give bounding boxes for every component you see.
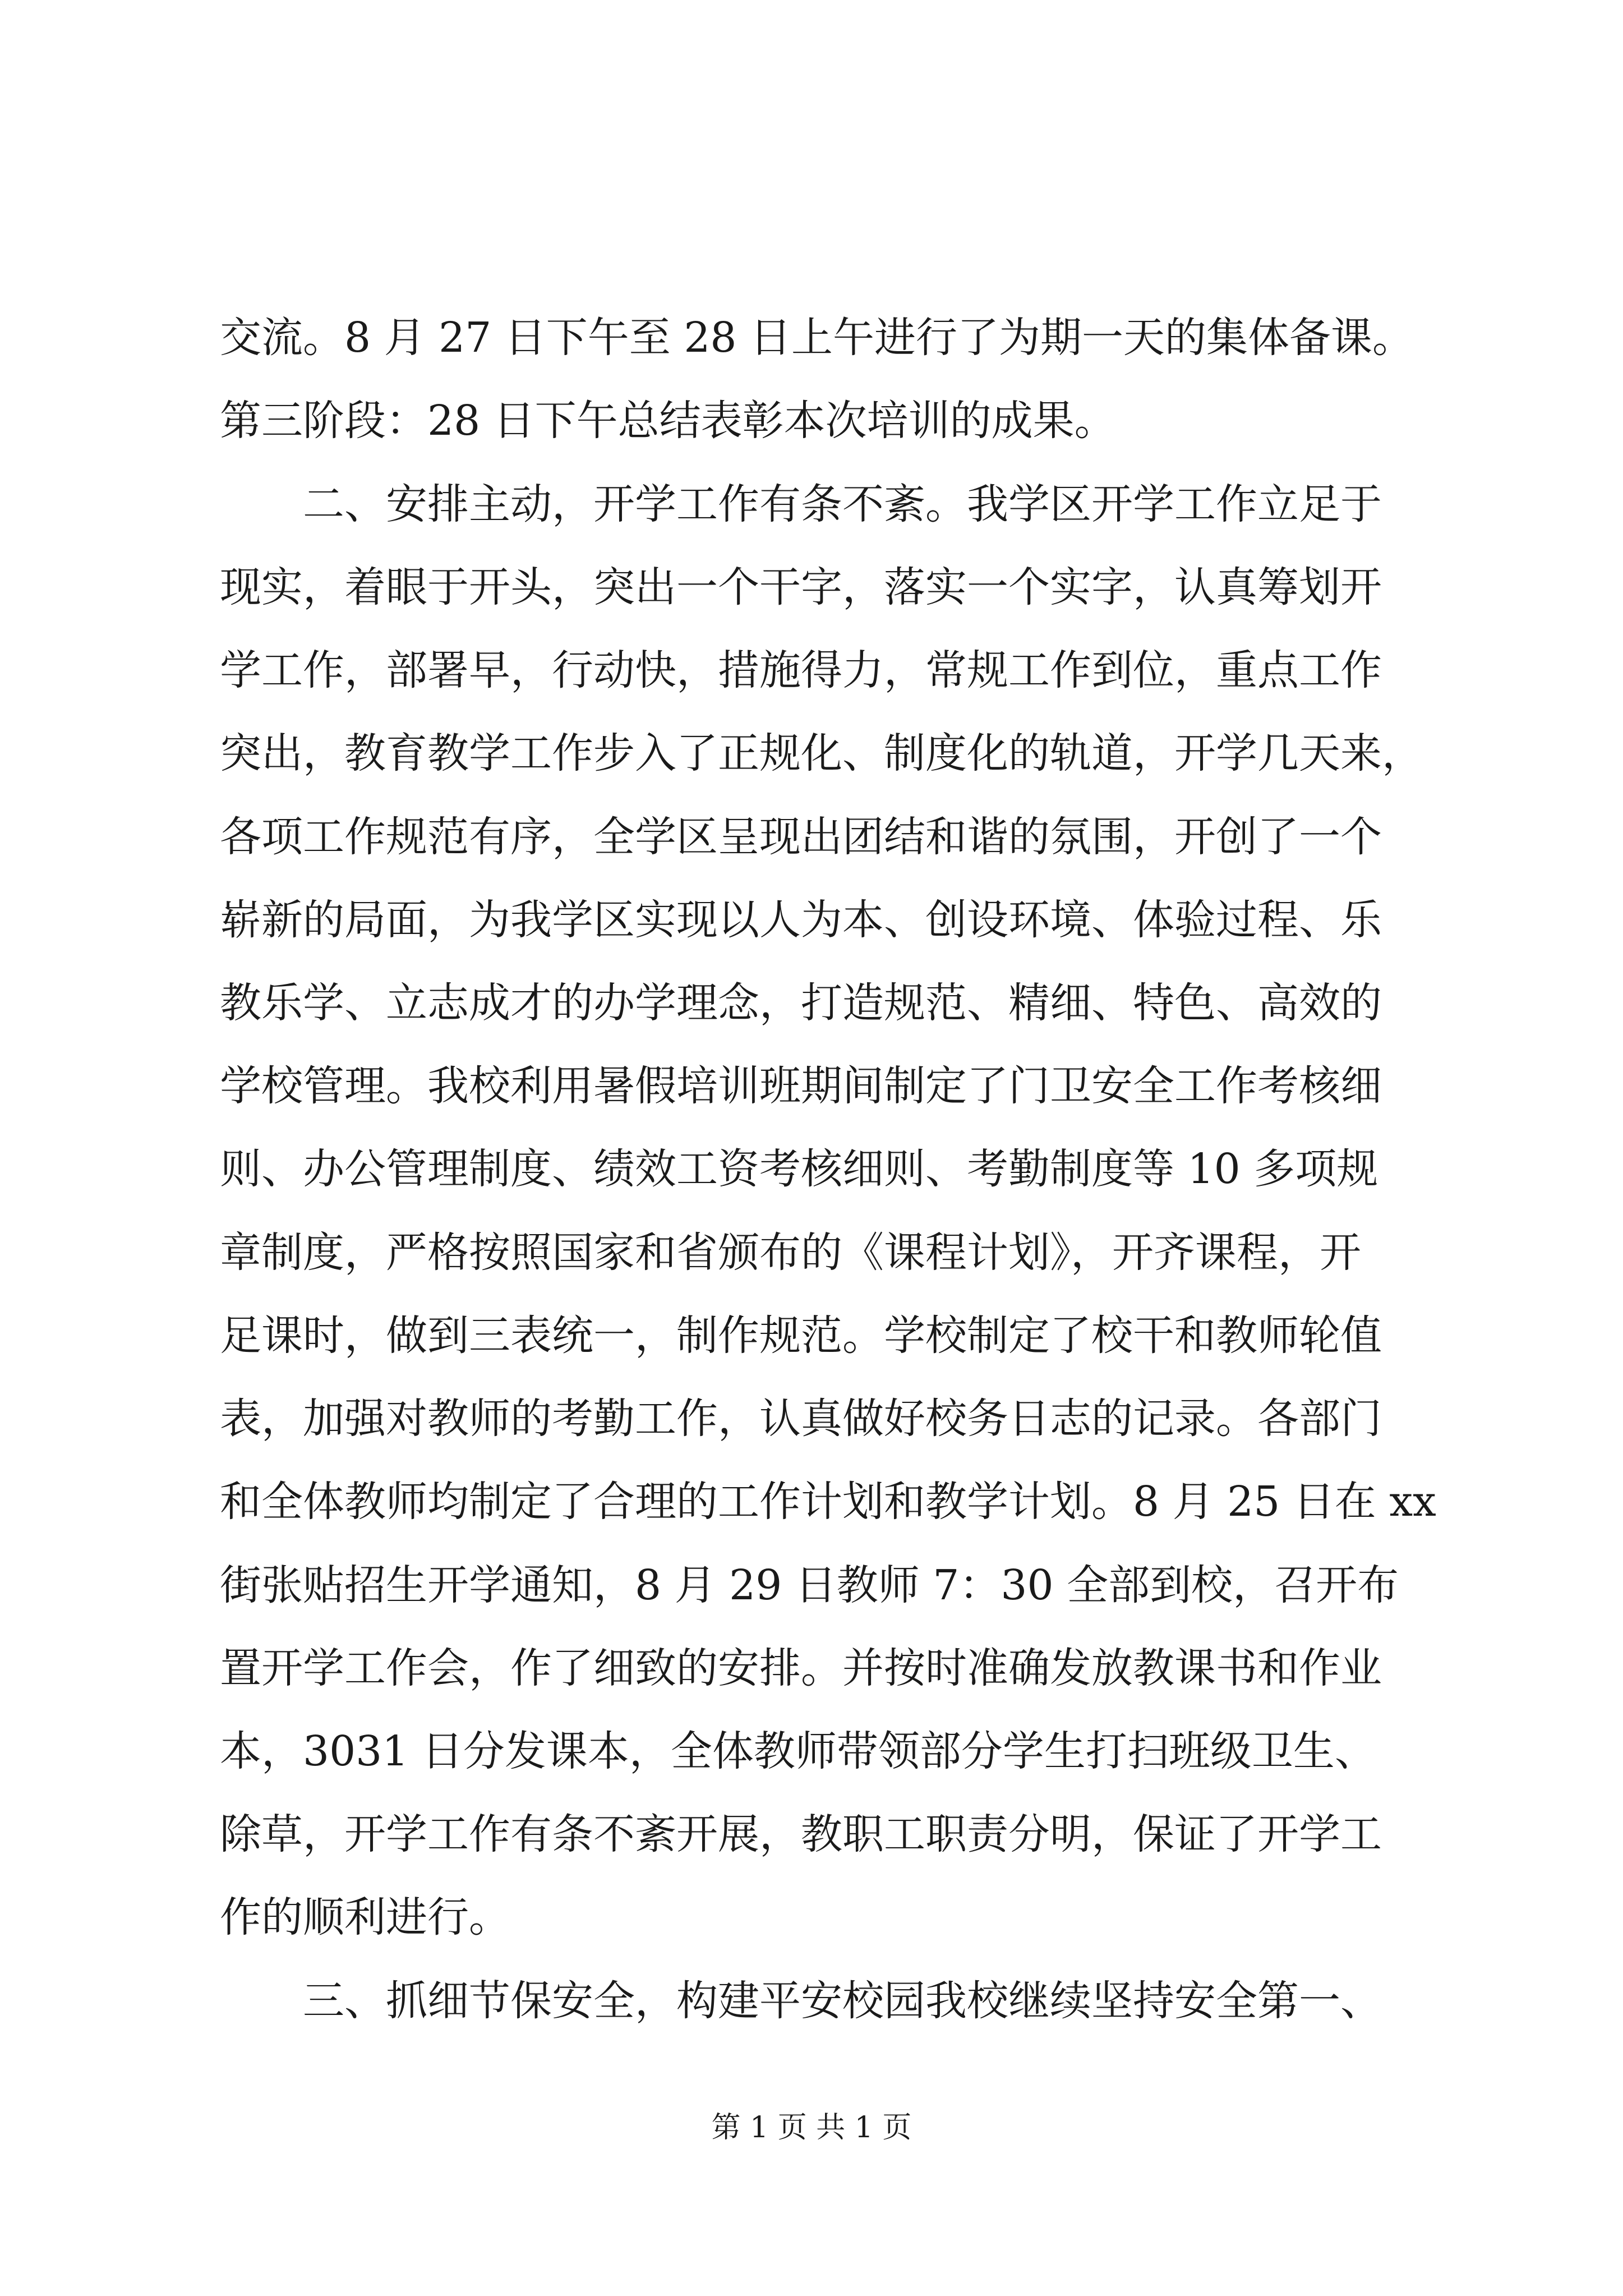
text-line-8: 崭新的局面，为我学区实现以人为本、创设环境、体验过程、乐	[220, 896, 1382, 944]
text-line-17: 置开学工作会，作了细致的安排。并按时准确发放教课书和作业	[220, 1644, 1382, 1692]
text-line-14: 表，加强对教师的考勤工作，认真做好校务日志的记录。各部门	[220, 1395, 1382, 1443]
text-line-9: 教乐学、立志成才的办学理念，打造规范、精细、特色、高效的	[220, 979, 1382, 1027]
text-line-11: 则、办公管理制度、绩效工资考核细则、考勤制度等 10 多项规	[220, 1145, 1378, 1193]
text-line-15: 和全体教师均制定了合理的工作计划和教学计划。8 月 25 日在 xx	[220, 1478, 1436, 1526]
text-line-12: 章制度，严格按照国家和省颁布的《课程计划》，开齐课程，开	[220, 1228, 1361, 1277]
text-line-10: 学校管理。我校利用暑假培训班期间制定了门卫安全工作考核细	[220, 1062, 1382, 1110]
page-footer: 第 1 页 共 1 页	[711, 2111, 912, 2145]
text-line-4: 现实，着眼于开头，突出一个干字，落实一个实字，认真筹划开	[220, 563, 1382, 611]
text-line-5: 学工作，部署早，行动快，措施得力，常规工作到位，重点工作	[220, 646, 1382, 694]
text-line-19: 除草，开学工作有条不紊开展，教职工职责分明，保证了开学工	[220, 1810, 1382, 1858]
text-line-13: 足课时，做到三表统一，制作规范。学校制定了校干和教师轮值	[220, 1312, 1382, 1360]
text-line-21: 三、抓细节保安全，构建平安校园我校继续坚持安全第一、	[303, 1977, 1382, 2025]
text-line-2: 第三阶段：28 日下午总结表彰本次培训的成果。	[220, 397, 1116, 445]
text-line-7: 各项工作规范有序，全学区呈现出团结和谐的氛围，开创了一个	[220, 813, 1382, 861]
text-line-3: 二、安排主动，开学工作有条不紊。我学区开学工作立足于	[303, 480, 1382, 528]
text-line-18: 本，3031 日分发课本，全体教师带领部分学生打扫班级卫生、	[220, 1727, 1376, 1775]
text-line-20: 作的顺利进行。	[220, 1893, 510, 1941]
text-line-16: 街张贴招生开学通知，8 月 29 日教师 7：30 全部到校，召开布	[220, 1561, 1399, 1609]
text-line-1: 交流。8 月 27 日下午至 28 日上午进行了为期一天的集体备课。	[220, 314, 1414, 362]
text-line-6: 突出，教育教学工作步入了正规化、制度化的轨道，开学几天来，	[220, 729, 1423, 777]
